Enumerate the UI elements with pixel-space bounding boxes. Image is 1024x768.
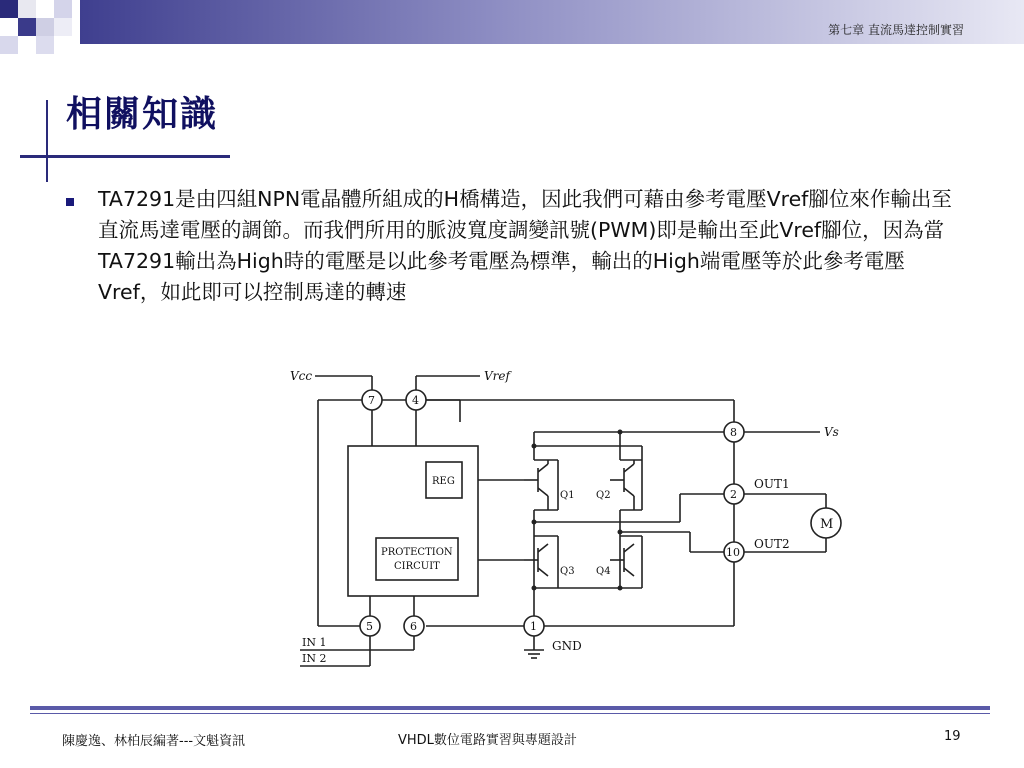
- decor-square: [54, 0, 72, 18]
- pin-2: 2: [730, 488, 737, 501]
- q2-label: Q2: [596, 490, 611, 501]
- in2-label: IN 2: [302, 652, 327, 665]
- gnd-label: GND: [552, 639, 582, 653]
- decor-square: [0, 0, 18, 18]
- bullet-text: TA7291是由四組NPN電晶體所組成的H橋構造，因此我們可藉由參考電壓Vref腳位來作輸出至直流馬達電壓的調節。而我們所用的脈波寬度調變訊號(PWM)即是輸出至此Vref腳位，因為當TA7291輸出為High時的電壓是以此參考電壓為標準，輸出的High端電壓等於此參考電壓Vref，如此即可以控制馬達的轉速: [98, 187, 952, 304]
- vcc-label: Vcc: [290, 369, 313, 383]
- chapter-label: 第七章 直流馬達控制實習: [828, 23, 964, 37]
- decor-square: [18, 0, 36, 18]
- footer-authors: 陳慶逸、林柏辰編著---文魁資訊: [62, 734, 246, 749]
- footer-rule-thin: [30, 713, 990, 714]
- footer-rule: [30, 706, 990, 710]
- pin-8: 8: [730, 426, 737, 439]
- decor-square: [36, 18, 54, 36]
- out2-label: OUT2: [754, 537, 790, 551]
- decor-square: [54, 18, 72, 36]
- bullet-square-icon: [66, 198, 74, 206]
- vref-label: Vref: [484, 369, 510, 383]
- pin-10: 10: [726, 546, 740, 559]
- q1-label: Q1: [560, 490, 575, 501]
- vs-label: Vs: [824, 425, 839, 439]
- in1-label: IN 1: [302, 636, 327, 649]
- ta7291-circuit-diagram: [280, 360, 880, 680]
- pin-7: 7: [368, 394, 375, 407]
- out1-label: OUT1: [754, 477, 790, 491]
- reg-label: REG: [432, 476, 455, 487]
- protection-label-1: PROTECTION: [381, 547, 453, 558]
- page-number: 19: [944, 729, 961, 744]
- decor-square: [36, 0, 54, 18]
- pin-4: 4: [412, 394, 419, 407]
- title-vertical-rule: [46, 100, 48, 182]
- footer-book-title: VHDL數位電路實習與專題設計: [398, 733, 577, 748]
- decor-square: [0, 36, 18, 54]
- pin-6: 6: [410, 620, 417, 633]
- q3-label: Q3: [560, 566, 575, 577]
- motor-label: M: [820, 517, 834, 532]
- title-horizontal-rule: [20, 155, 230, 158]
- q4-label: Q4: [596, 566, 611, 577]
- decor-square: [18, 18, 36, 36]
- pin-1: 1: [530, 620, 537, 633]
- slide-title: 相關知識: [66, 93, 219, 135]
- pin-5: 5: [366, 620, 373, 633]
- protection-label-2: CIRCUIT: [394, 561, 440, 572]
- decor-square: [36, 36, 54, 54]
